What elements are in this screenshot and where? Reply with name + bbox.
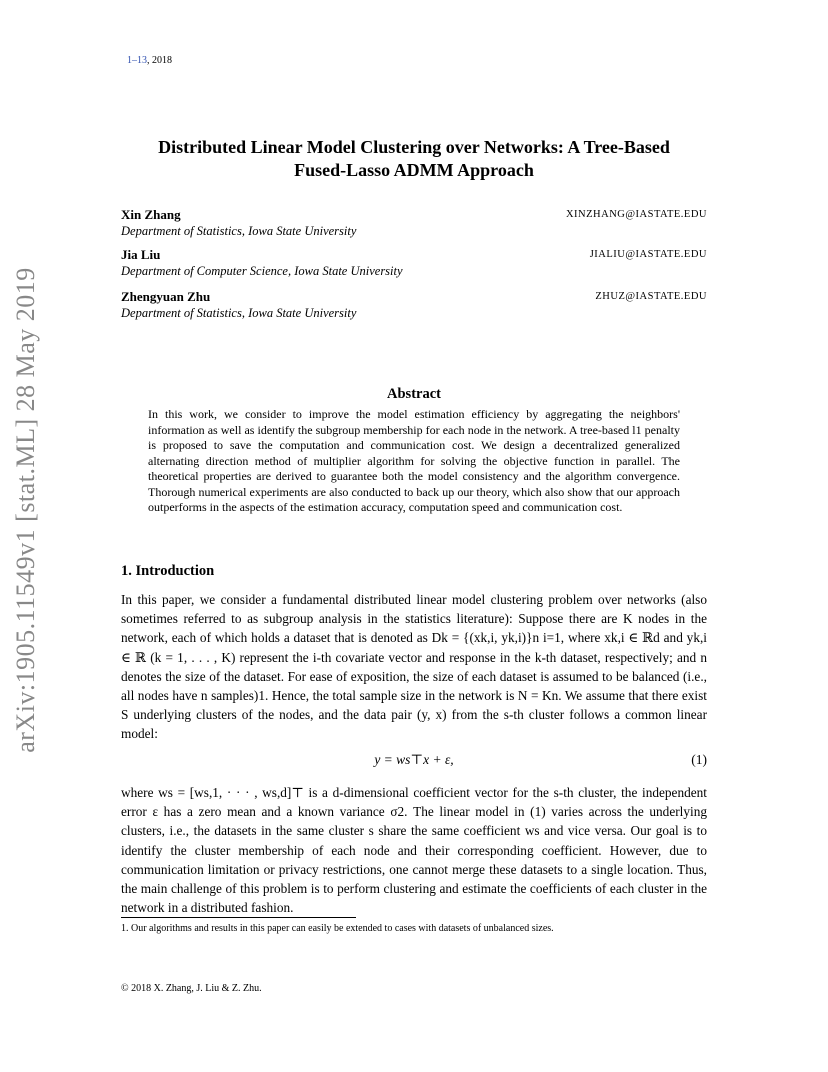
- footnote-rule: [121, 917, 356, 918]
- intro-paragraph-2: where ws = [ws,1, · · · , ws,d]⊤ is a d-dimensional coefficient vector for the s-th cluster, the independent error ε has a zero mean and a known variance σ2. The linear model in (1) varies across the underlying clusters, i.e., the datasets in the same cluster s share the same coefficient ws and vice versa. Our goal is to identify the cluster membership of each node and their corresponding coefficient. However, due to communication limitation or privacy restrictions, one cannot merge these datasets to a single location. Thus, the main challenge of this problem is to perform clustering and estimate the coefficients of each cluster in the network in a distributed fashion.: [121, 785, 707, 916]
- running-header: [127, 55, 172, 66]
- paper-title: [80, 136, 748, 182]
- author-email[interactable]: JIALIU@IASTATE.EDU: [589, 249, 707, 260]
- intro-paragraph-1: In this paper, we consider a fundamental distributed linear model clustering problem over networks (also sometimes referred to as subgroup analysis in the statistics literature): Suppose there are K nodes in the network, each of which holds a dataset that is denoted as Dk = {(xk,i, yk,i)}n i=1, where xk,i ∈ ℝd and yk,i ∈ ℝ (k = 1, . . . , K) represent the i-th covariate vector and response in the k-th dataset, respectively; and n denotes the size of the dataset. For ease of exposition, the size of each dataset is assumed to be balanced (i.e., all nodes have n samples)1. Hence, the total sample size in the network is N = Kn. We assume that there exist S underlying clusters of the nodes, and the data pair (y, x) from the s-th cluster follows a common linear model:: [121, 592, 707, 742]
- equation-text: y = ws⊤x + ε,: [374, 752, 454, 767]
- copyright-line: © 2018 X. Zhang, J. Liu & Z. Zhu.: [121, 983, 262, 994]
- abstract-text: In this work, we consider to improve the model estimation efficiency by aggregating the neighbors' information as well as identify the subgroup membership for each node in the network. A tree-based l1 penalty is proposed to save the computation and communication cost. We design a decentralized generalized alternating direction method of multiplier algorithm for solving the objective function in parallel. The theoretical properties are derived to guarantee both the model consistency and the algorithm convergence. Thorough numerical experiments are also conducted to back up our theory, which also show that our approach outperforms in the aspects of the estimation accuracy, computation speed and communication cost.: [148, 407, 680, 514]
- author-block: [121, 207, 707, 239]
- footnote: 1. Our algorithms and results in this paper can easily be extended to cases with datasets of unbalanced sizes.: [121, 923, 554, 934]
- author-email[interactable]: ZHUZ@IASTATE.EDU: [595, 291, 707, 302]
- author-affiliation: Department of Statistics, Iowa State University: [121, 306, 357, 320]
- author-email[interactable]: XINZHANG@IASTATE.EDU: [565, 209, 707, 220]
- equation-number: (1): [691, 752, 707, 767]
- header-year: , 2018: [147, 55, 172, 66]
- title-line-1: Distributed Linear Model Clustering over Networks: A Tree-Based: [158, 137, 670, 157]
- abstract-heading: Abstract: [387, 386, 441, 402]
- author-name: Jia Liu: [121, 247, 161, 262]
- author-name: Zhengyuan Zhu: [121, 289, 211, 304]
- arxiv-side-stamp: arXiv:1905.11549v1 [stat.ML] 28 May 2019: [11, 267, 40, 753]
- author-affiliation: Department of Computer Science, Iowa State University: [121, 264, 403, 278]
- author-name: Xin Zhang: [121, 207, 181, 222]
- author-block: [121, 289, 707, 321]
- page-range-link[interactable]: 1–13: [127, 55, 147, 66]
- equation-1: [121, 752, 707, 772]
- author-block: [121, 247, 707, 279]
- author-affiliation: Department of Statistics, Iowa State University: [121, 224, 357, 238]
- title-line-2: Fused-Lasso ADMM Approach: [294, 160, 534, 180]
- section-heading: 1. Introduction: [121, 563, 215, 579]
